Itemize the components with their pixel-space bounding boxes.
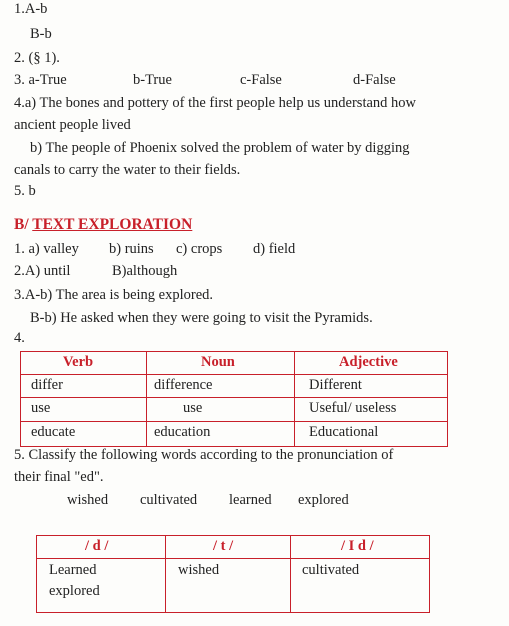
section-b-heading xyxy=(14,216,192,234)
b-answer-1c: c) crops xyxy=(176,241,223,257)
answer-3c: c-False xyxy=(240,72,282,88)
table-cell: differ xyxy=(31,377,63,393)
table-cell: Educational xyxy=(309,424,379,440)
table-cell: education xyxy=(154,424,211,440)
b-answer-3b: B-b) He asked when they were going to visit the Pyramids. xyxy=(30,310,373,326)
answer-5: 5. b xyxy=(14,183,36,199)
table-cell: Different xyxy=(309,377,362,393)
row-divider xyxy=(21,397,447,398)
table-cell: use xyxy=(31,400,51,416)
header-d-sound: / d / xyxy=(85,538,109,554)
header-verb: Verb xyxy=(63,354,94,370)
ed-pronunciation-table xyxy=(36,535,430,613)
table-cell: explored xyxy=(49,583,100,599)
table-cell: cultivated xyxy=(302,562,360,578)
answer-4b-line1: b) The people of Phoenix solved the problem of water by digging xyxy=(30,140,410,156)
answer-4a-line2: ancient people lived xyxy=(14,117,131,133)
header-noun: Noun xyxy=(201,354,235,370)
row-divider xyxy=(21,421,447,422)
b-answer-5-line1: 5. Classify the following words according to the pronunciation of xyxy=(14,447,394,463)
b-answer-2a: 2.A) until xyxy=(14,263,71,279)
b-answer-4-label: 4. xyxy=(14,330,25,346)
header-t-sound: / t / xyxy=(213,538,234,554)
word-item: cultivated xyxy=(140,492,198,508)
col-divider xyxy=(165,536,166,612)
b-answer-3a: 3.A-b) The area is being explored. xyxy=(14,287,214,303)
b-answer-5-line2: their final "ed". xyxy=(14,469,104,485)
table-cell: Useful/ useless xyxy=(309,400,397,416)
header-id-sound: / I d / xyxy=(341,538,374,554)
row-divider xyxy=(21,374,447,375)
answer-1b: B-b xyxy=(30,26,52,42)
answer-3b: b-True xyxy=(133,72,172,88)
b-answer-2b: B)although xyxy=(112,263,178,279)
word-forms-table xyxy=(20,351,448,447)
word-item: wished xyxy=(67,492,109,508)
table-cell: use xyxy=(183,400,203,416)
answer-3a: 3. a-True xyxy=(14,72,67,88)
col-divider xyxy=(294,352,295,446)
section-b-title: TEXT EXPLORATION xyxy=(32,216,193,233)
row-divider xyxy=(37,558,429,559)
table-cell: Learned xyxy=(49,562,97,578)
answer-3d: d-False xyxy=(353,72,396,88)
answer-2: 2. (§ 1). xyxy=(14,50,60,66)
table-cell: difference xyxy=(154,377,213,393)
b-answer-1d: d) field xyxy=(253,241,296,257)
word-item: explored xyxy=(298,492,349,508)
answer-1a: 1.A-b xyxy=(14,1,48,17)
answer-4b-line2: canals to carry the water to their fields. xyxy=(14,162,241,178)
table-cell: wished xyxy=(178,562,220,578)
answer-4a-line1: 4.a) The bones and pottery of the first people help us understand how xyxy=(14,95,417,111)
header-adjective: Adjective xyxy=(339,354,398,370)
col-divider xyxy=(290,536,291,612)
b-answer-1b: b) ruins xyxy=(109,241,154,257)
table-cell: educate xyxy=(31,424,76,440)
section-b-prefix: B/ xyxy=(14,216,33,233)
b-answer-1a: 1. a) valley xyxy=(14,241,79,257)
word-item: learned xyxy=(229,492,272,508)
col-divider xyxy=(146,352,147,446)
